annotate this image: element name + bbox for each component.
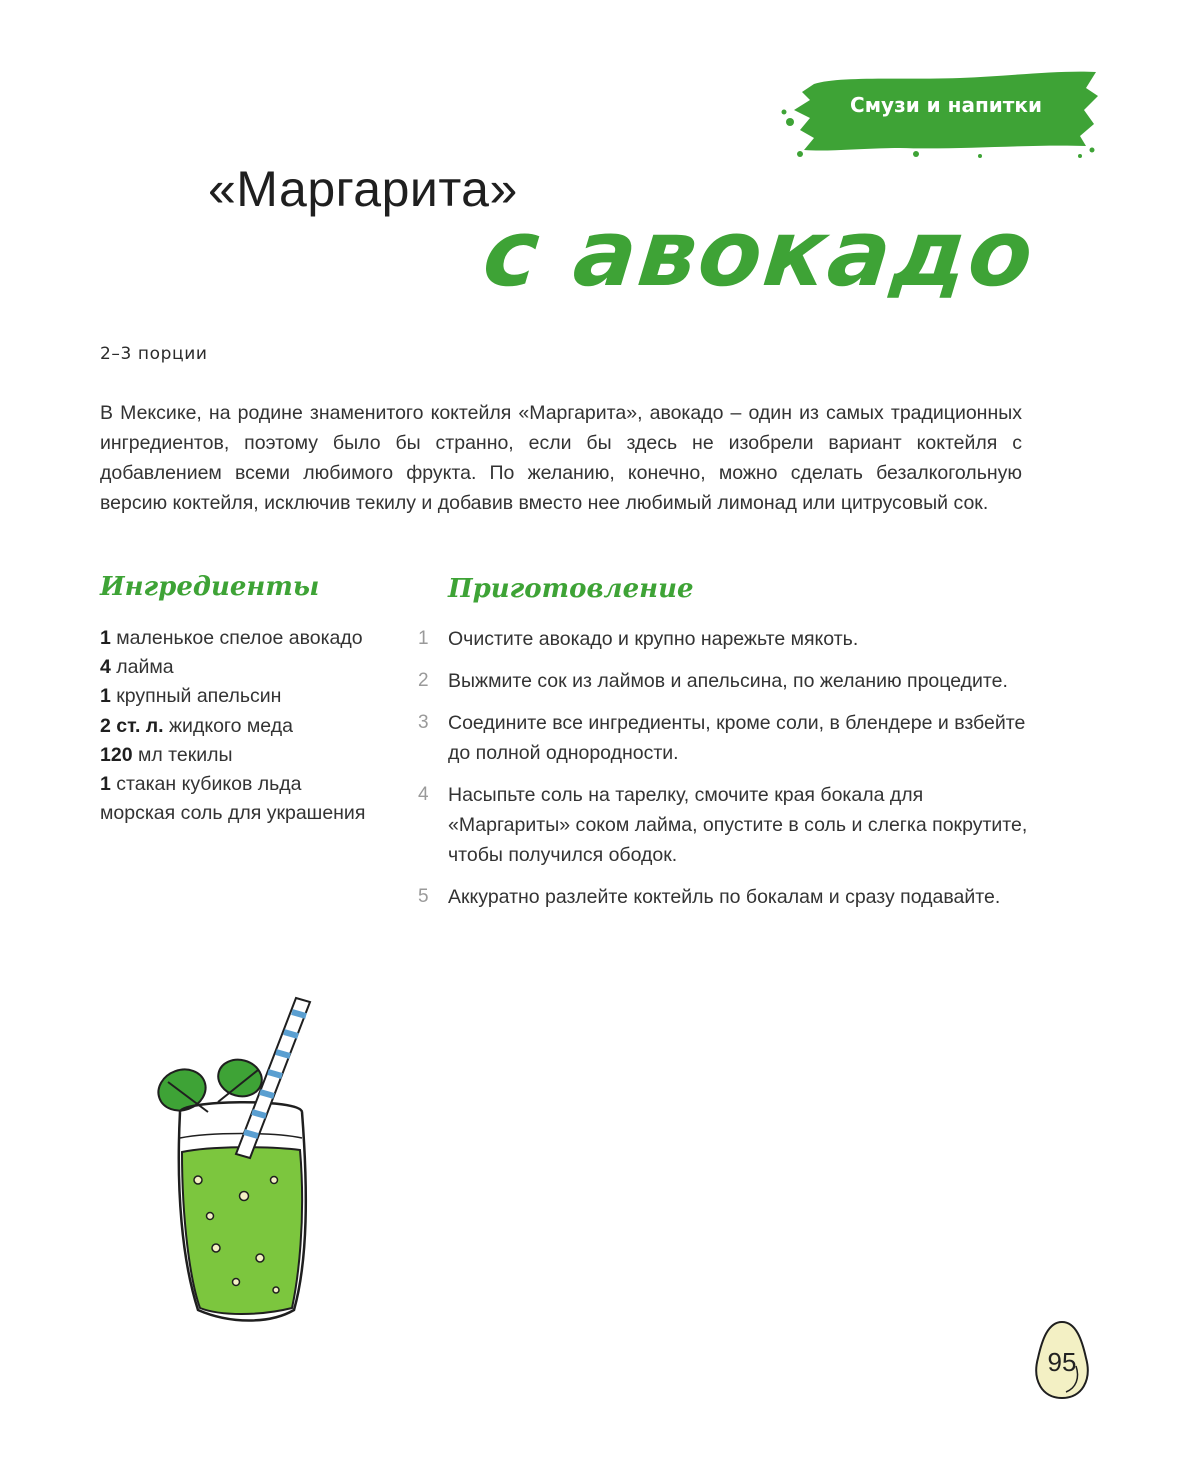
list-item [100, 624, 365, 653]
preparation-heading: Приготовление [448, 574, 694, 604]
list-item [100, 741, 365, 770]
step-number: 4 [418, 784, 429, 805]
ingredient-qty: 120 [100, 743, 133, 766]
recipe-subtitle: с авокадо [478, 200, 1040, 307]
intro-paragraph: В Мексике, на родине знаменитого коктейля «Маргарита», авокадо – один из самых традиционных ингредиентов, поэтому было бы странно, если бы здесь не изобрели вариант коктейля с добавлением всеми любимого фрукта. По желанию, конечно, можно сделать безалкогольную версию коктейля, исключив текилу и добавив вместо нее любимый лимонад или цитрусовый сок. [100, 402, 1022, 514]
list-item [100, 653, 365, 682]
step-text: Насыпьте соль на тарелку, смочите края бокала для «Маргариты» соком лайма, опустите в соль и слегка покрутите, чтобы получился ободок. [448, 784, 1028, 866]
list-item [100, 712, 365, 741]
ingredient-text: жидкого меда [163, 714, 293, 737]
page-number: 95 [1047, 1347, 1077, 1377]
ingredient-qty: 1 [100, 773, 111, 796]
step-item [418, 780, 1028, 870]
step-text: Аккуратно разлейте коктейль по бокалам и сразу подавайте. [448, 886, 1001, 908]
list-item [100, 770, 365, 799]
ingredient-qty: 1 [100, 685, 111, 708]
servings: 2–3 порции [100, 344, 208, 364]
ingredient-qty: 1 [100, 627, 111, 649]
step-item [418, 666, 1028, 696]
step-number: 3 [418, 712, 429, 733]
smoothie-glass-icon [150, 990, 350, 1330]
step-text: Выжмите сок из лаймов и апельсина, по желанию процедите. [448, 670, 1008, 692]
step-text: Соедините все ингредиенты, кроме соли, в блендере и взбейте до полной однородности. [448, 712, 1026, 764]
step-item [418, 624, 1028, 654]
ingredient-text: крупный апельсин [110, 685, 282, 708]
ingredient-text: маленькое спелое авокадо [110, 627, 363, 649]
list-item [100, 682, 365, 711]
step-item [418, 882, 1028, 912]
ingredient-text: мл текилы [132, 743, 233, 766]
step-item [418, 708, 1028, 768]
ingredient-text: лайма [110, 656, 174, 679]
list-item [100, 799, 365, 828]
ingredient-text: морская соль для украшения [100, 802, 366, 825]
step-number: 1 [418, 628, 429, 649]
ingredient-qty: 4 [100, 656, 111, 679]
step-number: 2 [418, 670, 429, 691]
step-number: 5 [418, 886, 429, 907]
ingredient-qty: 2 ст. л. [100, 714, 164, 737]
step-text: Очистите авокадо и крупно нарежьте мякоть. [448, 628, 859, 650]
ingredient-text: стакан кубиков льда [110, 773, 302, 796]
section-tag [780, 66, 1100, 162]
preparation-steps [418, 624, 1028, 924]
recipe-title: «Маргарита» [208, 161, 518, 217]
section-label: Смузи и напитки [850, 93, 1042, 117]
ingredients-heading: Ингредиенты [100, 572, 320, 602]
ingredients-list [100, 624, 365, 828]
